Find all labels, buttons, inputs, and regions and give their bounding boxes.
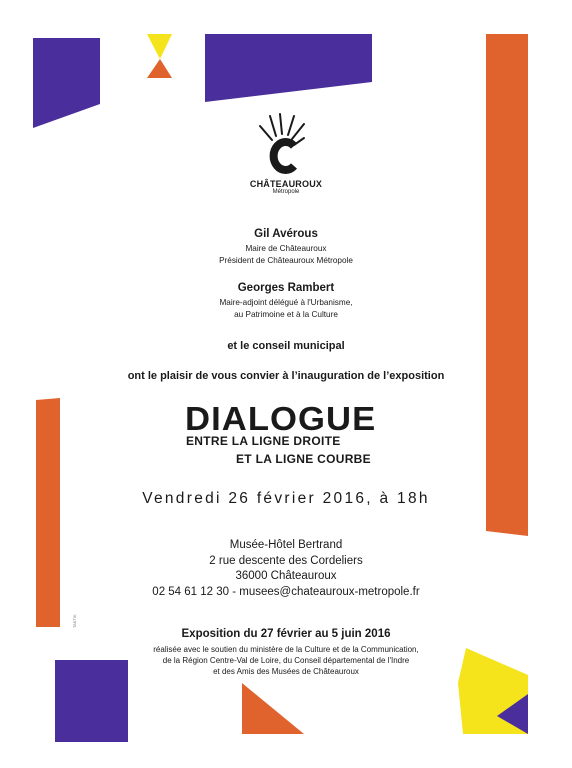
support-line-3: et des Amis des Musées de Châteauroux xyxy=(213,667,359,676)
logo-name: CHÂTEAUROUX xyxy=(249,179,323,189)
host-1 xyxy=(0,228,572,267)
printer-credit: TAKTIK xyxy=(72,614,77,628)
exhibition-dates: Exposition du 27 février au 5 juin 2016 xyxy=(181,628,391,640)
event-date: Vendredi 26 février 2016, à 18h xyxy=(142,490,430,507)
host-2-role-2: au Patrimoine et à la Culture xyxy=(234,310,338,319)
invitation-line: ont le plaisir de vous convier à l’inauguration de l’exposition xyxy=(127,370,445,382)
chateauroux-c-logo-icon xyxy=(246,112,326,174)
host-2-name: Georges Rambert xyxy=(237,282,335,294)
host-2-role-1: Maire-adjoint délégué à l'Urbanisme, xyxy=(219,298,353,307)
chateauroux-logo xyxy=(246,112,326,202)
support-line-2: de la Région Centre-Val de Loire, du Conseil départemental de l'Indre xyxy=(162,656,410,665)
logo-subname: Métropole xyxy=(272,189,300,195)
support-text xyxy=(0,644,572,677)
venue-contact: 02 54 61 12 30 - musees@chateauroux-metropole.fr xyxy=(152,585,420,598)
host-1-name: Gil Avérous xyxy=(254,228,318,240)
purple-shape-top-left xyxy=(33,38,100,128)
exhibition-subtitle-line-2: ET LA LIGNE COURBE xyxy=(236,452,371,466)
venue-name: Musée-Hôtel Bertrand xyxy=(229,539,343,551)
venue-address xyxy=(0,538,572,600)
venue-city: 36000 Châteauroux xyxy=(235,570,337,582)
yellow-triangle-top xyxy=(147,34,172,59)
council-line: et le conseil municipal xyxy=(227,340,345,352)
purple-band-top xyxy=(205,34,372,102)
host-1-role-2: Président de Châteauroux Métropole xyxy=(219,256,353,265)
exhibition-subtitle-line-1: ENTRE LA LIGNE DROITE xyxy=(186,434,341,448)
exhibition-title: DIALOGUE xyxy=(185,400,377,437)
venue-street: 2 rue descente des Cordeliers xyxy=(209,554,363,567)
orange-triangle-top xyxy=(147,59,172,78)
host-1-role-1: Maire de Châteauroux xyxy=(245,244,327,253)
support-line-1: réalisée avec le soutien du ministère de la Culture et de la Communication, xyxy=(153,645,419,654)
orange-triangle-bottom xyxy=(242,683,304,734)
host-2 xyxy=(0,282,572,321)
